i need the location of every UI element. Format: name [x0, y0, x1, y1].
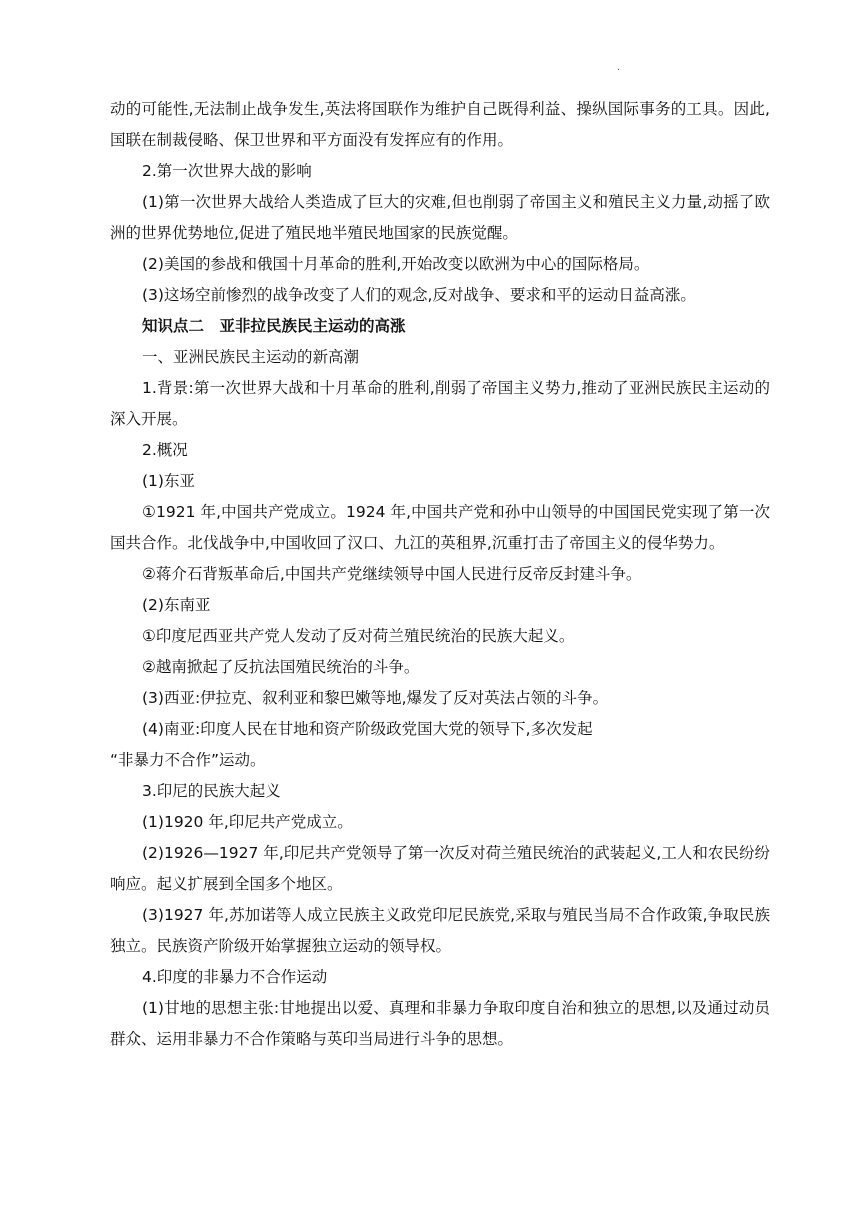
paragraph: 1.背景:第一次世界大战和十月革命的胜利,削弱了帝国主义势力,推动了亚洲民族民主运动的深入开展。: [110, 379, 770, 428]
header-mark: .: [617, 62, 621, 73]
document-body: [110, 94, 770, 1055]
paragraph: (4)南亚:印度人民在甘地和资产阶级政党国大党的领导下,多次发起: [142, 720, 593, 738]
paragraph: ①印度尼西亚共产党人发动了反对荷兰殖民统治的民族大起义。: [142, 627, 575, 645]
paragraph: “非暴力不合作”运动。: [110, 751, 266, 769]
paragraph: (3)西亚:伊拉克、叙利亚和黎巴嫩等地,爆发了反对英法占领的斗争。: [142, 689, 609, 707]
paragraph: (1)甘地的思想主张:甘地提出以爱、真理和非暴力争取印度自治和独立的思想,以及通过动员群众、运用非暴力不合作策略与英印当局进行斗争的思想。: [110, 999, 770, 1048]
paragraph: (2)1926—1927 年,印尼共产党领导了第一次反对荷兰殖民统治的武装起义,工人和农民纷纷响应。起义扩展到全国多个地区。: [110, 844, 770, 893]
section-heading: 3.印尼的民族大起义: [142, 782, 281, 800]
subsection-heading: (1)东亚: [142, 472, 195, 490]
paragraph: ①1921 年,中国共产党成立。1924 年,中国共产党和孙中山领导的中国国民党实现了第一次国共合作。北伐战争中,中国收回了汉口、九江的英租界,沉重打击了帝国主义的侵华势力。: [110, 503, 770, 552]
knowledge-point-heading: 知识点二 亚非拉民族民主运动的高涨: [142, 317, 406, 335]
paragraph: ②越南掀起了反抗法国殖民统治的斗争。: [142, 658, 420, 676]
paragraph: 动的可能性,无法制止战争发生,英法将国联作为维护自己既得利益、操纵国际事务的工具。因此,国联在制裁侵略、保卫世界和平方面没有发挥应有的作用。: [110, 100, 770, 149]
section-heading: 一、亚洲民族民主运动的新高潮: [142, 348, 360, 366]
paragraph: ②蒋介石背叛革命后,中国共产党继续领导中国人民进行反帝反封建斗争。: [142, 565, 642, 583]
section-heading: 2.第一次世界大战的影响: [142, 162, 312, 180]
paragraph: (3)1927 年,苏加诺等人成立民族主义政党印尼民族党,采取与殖民当局不合作政策,争取民族独立。民族资产阶级开始掌握独立运动的领导权。: [110, 906, 770, 955]
paragraph: (1)第一次世界大战给人类造成了巨大的灾难,但也削弱了帝国主义和殖民主义力量,动摇了欧洲的世界优势地位,促进了殖民地半殖民地国家的民族觉醒。: [110, 193, 770, 242]
section-heading: 4.印度的非暴力不合作运动: [142, 968, 328, 986]
section-heading: 2.概况: [142, 441, 188, 459]
paragraph: (3)这场空前惨烈的战争改变了人们的观念,反对战争、要求和平的运动日益高涨。: [142, 286, 696, 304]
subsection-heading: (2)东南亚: [142, 596, 211, 614]
paragraph: (2)美国的参战和俄国十月革命的胜利,开始改变以欧洲为中心的国际格局。: [142, 255, 650, 273]
paragraph: (1)1920 年,印尼共产党成立。: [142, 813, 353, 831]
